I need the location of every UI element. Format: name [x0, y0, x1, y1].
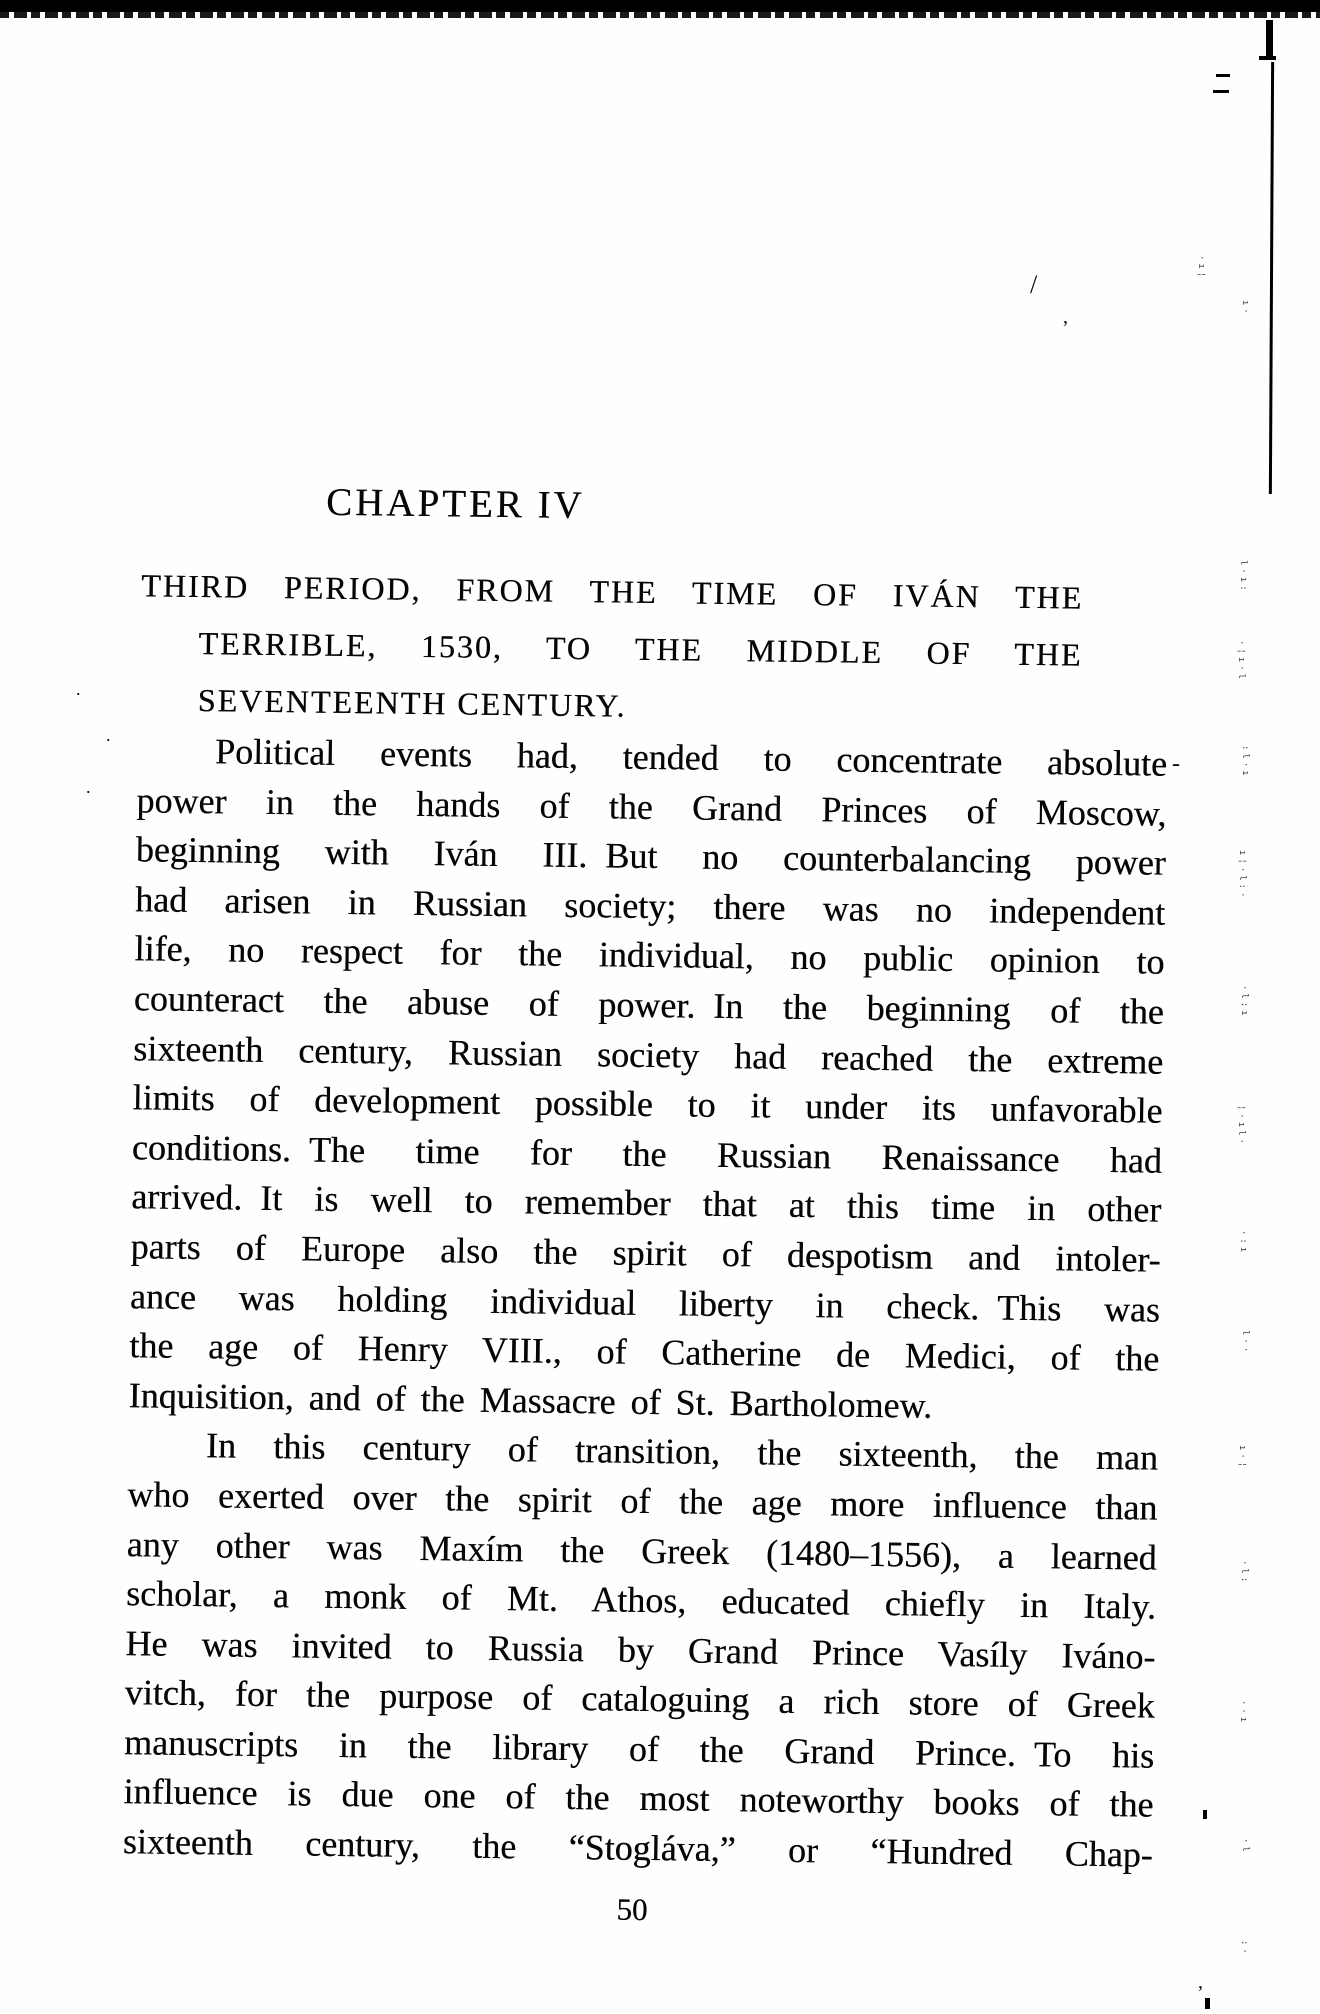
ink-speck: / [1030, 270, 1038, 299]
text-line: power in the hands of the Grand Princes of Moscow, [136, 779, 1167, 834]
text-line: beginning with Iván III. But no counterbalancing power [135, 829, 1167, 883]
heading-line: THIRD PERIOD, FROM THE TIME OF IVÁN THE [141, 567, 1084, 616]
text-line: ance was holding individual liberty in check. This was [129, 1275, 1161, 1330]
text-line: manuscripts in the library of the Grand Prince. To his [123, 1722, 1155, 1776]
text-line: parts of Europe also the spirit of despotism and intoler- [130, 1226, 1161, 1280]
margin-noise: ·l: [1239, 1560, 1249, 1586]
text-line: Political events had, tended to concentrate absolute [214, 731, 1168, 784]
chapter-title: CHAPTER IV [325, 480, 585, 528]
margin-noise: l·· [1240, 1330, 1250, 1356]
text-line: limits of development possible to it under its unfavorable [132, 1077, 1163, 1131]
margin-noise: ı·¦ [1237, 1445, 1247, 1471]
page-number: 50 [616, 1891, 648, 1928]
margin-noise: ı¦·l:· [1237, 850, 1247, 901]
section-heading [139, 557, 1083, 740]
text-line: arrived. It is well to remember that at this time in other [131, 1176, 1162, 1231]
margin-noise: ·l [1240, 1838, 1250, 1855]
margin-noise: ı· [1240, 300, 1250, 317]
text-line: counteract the abuse of power. In the beginning of the [133, 978, 1165, 1032]
text-line: sixteenth century, the “Stogláva,” or “Hundred Chap- [122, 1821, 1154, 1875]
margin-noise: ·:ı [1238, 1230, 1248, 1256]
text-line: vitch, for the purpose of cataloguing a rich store of Greek [124, 1672, 1155, 1726]
margin-noise: ·l:ı [1239, 985, 1249, 1019]
heading-line: SEVENTEENTH CENTURY. [197, 682, 627, 724]
margin-noise: ·¦ı·l [1236, 640, 1246, 683]
text-line: sixteenth century, Russian society had reached the extreme [132, 1027, 1164, 1082]
ink-speck: - [1172, 751, 1180, 777]
heading-line: TERRIBLE, 1530, TO THE MIDDLE OF THE [198, 625, 1083, 673]
ink-speck: . [86, 777, 91, 797]
margin-noise: l·ı: [1238, 560, 1248, 594]
text-line: had arisen in Russian society; there was no independent [134, 879, 1166, 933]
ink-speck: . [106, 725, 111, 745]
text-line: conditions. The time for the Russian Renaissance had [131, 1126, 1163, 1181]
text-line: He was invited to Russia by Grand Prince Vasíly Iváno- [125, 1622, 1156, 1677]
margin-noise: :· [1239, 1940, 1249, 1957]
ink-speck: . [76, 679, 81, 699]
margin-noise: :l·ı [1240, 745, 1250, 779]
text-line: who exerted over the spirit of the age more influence than [127, 1474, 1158, 1528]
text-line: any other was Maxím the Greek (1480–1556), a learned [126, 1523, 1157, 1578]
text-line: Inquisition, and of the Massacre of St. Bartholomew. [128, 1374, 933, 1426]
text-line: scholar, a monk of Mt. Athos, educated chiefly in Italy. [125, 1573, 1157, 1627]
ink-speck: ’ [1062, 317, 1069, 339]
text-line: life, no respect for the individual, no public opinion to [134, 928, 1165, 983]
ink-speck: , [1198, 1971, 1203, 1993]
margin-noise: ·ı¦ [1196, 255, 1206, 281]
margin-noise: ··ı [1238, 1700, 1248, 1726]
text-line: In this century of transition, the sixteenth, the man [205, 1425, 1159, 1478]
body-text [123, 726, 1168, 1880]
margin-noise: ¦·ıl· [1236, 1105, 1246, 1148]
text-line: influence is due one of the most noteworthy books of the [123, 1771, 1154, 1826]
text-line: the age of Henry VIII., of Catherine de Medici, of the [129, 1325, 1160, 1379]
